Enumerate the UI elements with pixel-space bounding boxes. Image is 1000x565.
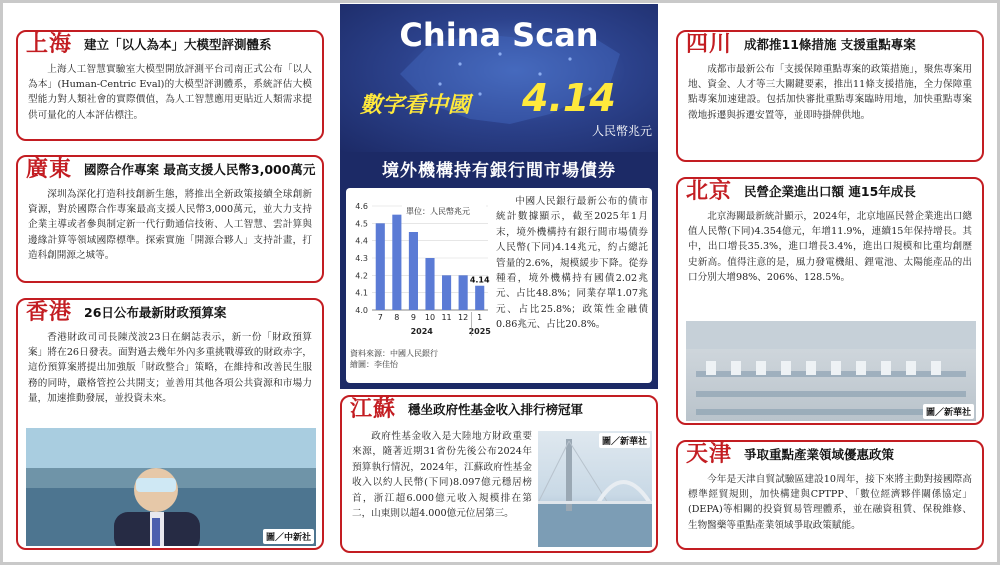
- headline-unit: 人民幣兆元: [591, 124, 652, 138]
- city-beijing: 北京: [686, 179, 733, 204]
- chart-ytick-label: 4.1: [355, 288, 368, 298]
- city-hongkong: 香港: [26, 300, 73, 325]
- chart-ytick-label: 4.5: [355, 219, 368, 229]
- text-shanghai: 上海人工智慧實驗室大模型開放評測平台司南正式公布「以人為本」(Human-Centric Eval)的大模型評測體系，系統評估大模型能力對人類社會的實際價值，為人工智慧應用更貼近人類需求提供可量化的人本評估標注。: [28, 64, 312, 121]
- card-hongkong: [16, 298, 324, 550]
- chart-year-label: 2024: [410, 327, 433, 336]
- headline-hongkong: 26日公布最新財政預算案: [84, 305, 227, 320]
- card-guangdong: [16, 155, 324, 283]
- chart-year-label: 2025: [468, 327, 491, 336]
- headline-beijing: 民營企業進出口額 連15年成長: [744, 184, 916, 199]
- info-box: [346, 188, 652, 383]
- text-hongkong: 香港財政司司長陳茂波23日在網誌表示，新一份「財政預算案」將在26日發表。面對過去幾年外內多重挑戰導致的財政赤字，這份預算案將提出加強版「財政整合」策略，在維持和改善民生服務的同時，嚴格管控公共開支；並善用其他各項公共資源和市場力量，加速推動發展，並投資未來。: [28, 332, 312, 404]
- headline-tianjin: 爭取重點產業領域優惠政策: [744, 447, 895, 462]
- city-tianjin: 天津: [686, 442, 733, 467]
- feature-text: 中國人民銀行最新公布的債市統計數據顯示，截至2025年1月末，境外機構持有銀行間市場債券人民幣(下同)4.14兆元，約占總託管量的2.6%，規模緩步下降。從券種看，境外機構持有國債2.02兆元、占比48.8%；同業存單1.07兆元、占比25.8%；政策性金融債0.86兆元、占比20.8%。: [496, 196, 648, 331]
- photo-jiangsu: [538, 431, 652, 547]
- chart-ytick-label: 4.2: [355, 271, 368, 281]
- column-label: 數字看中國: [360, 93, 471, 118]
- chart-title: 單位：人民幣兆元: [406, 207, 470, 216]
- photo-credit-beijing: 圖／新華社: [923, 404, 974, 419]
- headline-sichuan: 成都推11條措施 支援重點專案: [744, 37, 916, 52]
- chart-bar: [392, 215, 401, 310]
- chart-ytick-label: 4.6: [355, 202, 368, 211]
- brand-title: China Scan: [399, 16, 599, 54]
- chart-credits: [350, 348, 494, 370]
- map-banner: [340, 4, 658, 152]
- chart-bar: [459, 275, 468, 310]
- chart-ytick-label: 4.3: [355, 254, 368, 263]
- chart-source: 資料來源：中國人民銀行: [350, 349, 438, 358]
- text-jiangsu: 政府性基金收入是大陸地方財政重要來源，隨著近期31省份先後公布2024年預算執行情況，2024年，江蘇政府性基金收入以約人民幣(下同)8.097億元穩居榜首，浙江超6.000億元收入規模排在第二，山東則以超4.000億元位居第三。: [352, 431, 532, 520]
- chart-bar: [442, 275, 451, 310]
- headline-shanghai: 建立「以人為本」大模型評測體系: [84, 37, 272, 52]
- card-tianjin: [676, 440, 984, 550]
- bridge-illustration: [538, 431, 652, 547]
- chart-bar: [376, 223, 385, 310]
- city-jiangsu: 江蘇: [350, 397, 397, 422]
- feature-panel: [340, 4, 658, 389]
- headline-number: 4.14: [522, 76, 616, 120]
- chart-xtick-label: 9: [410, 313, 416, 322]
- chart-xtick-label: 11: [441, 313, 452, 322]
- feature-subtitle: 境外機構持有銀行間市場債券: [382, 161, 616, 181]
- headline-jiangsu: 穩坐政府性基金收入排行榜冠軍: [408, 402, 584, 417]
- city-shanghai: 上海: [26, 32, 73, 57]
- city-sichuan: 四川: [686, 32, 733, 57]
- chart-bar: [475, 286, 484, 310]
- text-beijing: 北京海關最新統計顯示，2024年，北京地區民營企業進出口總值人民幣(下同)4.354億元，年增11.9%，連續15年保持增長。其中，出口增長35.3%，進口增長3.4%，進出口規模和比重均創歷史新高。值得注意的是，風力發電機組、鋰電池、太陽能產品的出口分別大增98%、206%、128.5%。: [688, 211, 972, 283]
- chart-xtick-label: 12: [458, 313, 469, 322]
- photo-credit-hongkong: 圖／中新社: [263, 529, 314, 544]
- card-sichuan: [676, 30, 984, 162]
- chart-bar: [425, 258, 434, 310]
- text-tianjin: 今年是天津自貿試驗區建設10周年，接下來將主動對接國際高標準經貿規則，加快構建與CPTPP、「數位經濟夥伴關係協定」(DEPA)等相關的投資貿易管理體系，並在融資租賃、保稅維修、生物醫藥等重點產業領域爭取政策賦能。: [688, 474, 972, 531]
- headline-guangdong: 國際合作專案 最高支援人民幣3,000萬元: [84, 162, 316, 177]
- text-sichuan: 成都市最新公布「支援保障重點專案的政策措施」，聚焦專案用地、資金、人才等三大關鍵要素，推出11條支援措施，全力保障重點專案加速建設。包括加快審批重點專案臨時用地，加快重點專案徵地拆遷與拆遷安置等，並即時掛牌供地。: [688, 64, 972, 121]
- chart-ytick-label: 4.4: [355, 236, 368, 246]
- chart-xtick-label: 8: [394, 313, 400, 322]
- card-beijing: [676, 177, 984, 425]
- chart-ytick-label: 4.0: [355, 306, 368, 315]
- bond-chart-svg: [350, 194, 494, 348]
- photo-beijing: [686, 321, 976, 421]
- chart-xtick-label: 7: [377, 313, 383, 322]
- photo-credit-jiangsu: 圖／新華社: [599, 433, 650, 448]
- chart-xtick-label: 1: [477, 313, 483, 322]
- card-shanghai: [16, 30, 324, 141]
- chart-bar: [409, 232, 418, 310]
- city-guangdong: 廣東: [26, 157, 73, 182]
- chart-designer: 繪圖：李佳怡: [350, 360, 398, 369]
- card-jiangsu: [340, 395, 658, 553]
- photo-hongkong: [26, 428, 316, 546]
- bond-chart: [350, 194, 494, 348]
- chart-data-label: 4.14: [469, 275, 490, 285]
- chart-xtick-label: 10: [424, 313, 436, 322]
- text-guangdong: 深圳為深化打造科技創新生態，將推出全新政策接續全球創新資源，對於國際合作專案最高支援人民幣3,000萬元，並大力支持企業主導或者參與制定新一代行動通信技術、人工智慧、雲計算與邊緣計算等領域國際標準。探索實施「開源合夥人」支持計畫，打造科創開源之城等。: [28, 189, 312, 261]
